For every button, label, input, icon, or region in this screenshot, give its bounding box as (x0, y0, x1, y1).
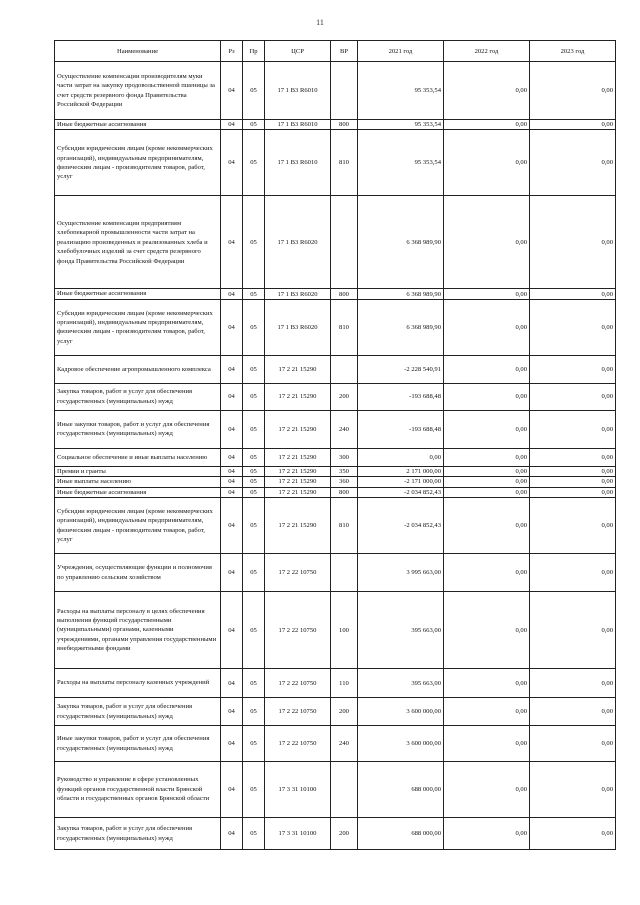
amount-2022-cell: 0,00 (444, 466, 530, 476)
amount-2021-cell: 95 353,54 (358, 130, 444, 196)
amount-2022-cell: 0,00 (444, 477, 530, 487)
pr-cell: 05 (243, 818, 265, 850)
csr-cell: 17 1 В3 R6020 (265, 299, 331, 355)
table-row (55, 818, 616, 850)
csr-cell: 17 1 В3 R6010 (265, 130, 331, 196)
amount-2022-cell: 0,00 (444, 130, 530, 196)
vr-cell: 200 (331, 383, 358, 410)
table-row (55, 762, 616, 818)
name-cell: Закупка товаров, работ и услуг для обеспечения государственных (муниципальных) нужд (55, 698, 221, 726)
amount-2022-cell: 0,00 (444, 698, 530, 726)
pr-cell: 05 (243, 289, 265, 299)
amount-2022-cell: 0,00 (444, 196, 530, 289)
pr-cell: 05 (243, 448, 265, 466)
csr-cell: 17 1 В3 R6010 (265, 62, 331, 120)
pr-cell: 05 (243, 62, 265, 120)
vr-cell (331, 762, 358, 818)
vr-cell (331, 554, 358, 592)
csr-cell: 17 2 22 10750 (265, 592, 331, 669)
rz-cell: 04 (221, 196, 243, 289)
rz-cell: 04 (221, 466, 243, 476)
table-row (55, 299, 616, 355)
rz-cell: 04 (221, 448, 243, 466)
pr-cell: 05 (243, 726, 265, 762)
amount-2023-cell: 0,00 (530, 818, 616, 850)
amount-2021-cell: -2 171 000,00 (358, 477, 444, 487)
vr-cell: 100 (331, 592, 358, 669)
header-pr: Пр (243, 41, 265, 62)
amount-2022-cell: 0,00 (444, 498, 530, 554)
name-cell: Иные закупки товаров, работ и услуг для обеспечения государственных (муниципальных) нужд (55, 410, 221, 448)
csr-cell: 17 2 21 15290 (265, 410, 331, 448)
amount-2021-cell: -2 228 540,91 (358, 355, 444, 383)
amount-2022-cell: 0,00 (444, 726, 530, 762)
amount-2023-cell: 0,00 (530, 554, 616, 592)
name-cell: Субсидии юридическим лицам (кроме некоммерческих организаций), индивидуальным предпринимателям, физическим лицам - производителям товаров, работ, услуг (55, 498, 221, 554)
rz-cell: 04 (221, 299, 243, 355)
csr-cell: 17 2 21 15290 (265, 477, 331, 487)
amount-2022-cell: 0,00 (444, 487, 530, 497)
pr-cell: 05 (243, 466, 265, 476)
header-rz: Рз (221, 41, 243, 62)
pr-cell: 05 (243, 410, 265, 448)
amount-2021-cell: -193 688,48 (358, 383, 444, 410)
table-row (55, 669, 616, 698)
amount-2021-cell: 6 368 989,90 (358, 299, 444, 355)
table-row (55, 726, 616, 762)
header-row (55, 41, 616, 62)
name-cell: Иные выплаты населению (55, 477, 221, 487)
name-cell: Расходы на выплаты персоналу в целях обеспечения выполнения функций государственными (муниципальными) органами, казенными учреждениями, органами управления государственными внебюджетными фондами (55, 592, 221, 669)
vr-cell: 810 (331, 299, 358, 355)
header-2022: 2022 год (444, 41, 530, 62)
name-cell: Осуществление компенсации предприятиям хлебопекарной промышленности части затрат на реализацию произведенных и реализованных хлеба и хлебобулочных изделий за счет средств резервного фонда Правительства Российской Федерации (55, 196, 221, 289)
rz-cell: 04 (221, 130, 243, 196)
csr-cell: 17 2 22 10750 (265, 726, 331, 762)
rz-cell: 04 (221, 120, 243, 130)
pr-cell: 05 (243, 130, 265, 196)
rz-cell: 04 (221, 477, 243, 487)
header-2023: 2023 год (530, 41, 616, 62)
table-row (55, 130, 616, 196)
csr-cell: 17 3 31 10100 (265, 762, 331, 818)
pr-cell: 05 (243, 196, 265, 289)
table-row (55, 698, 616, 726)
amount-2022-cell: 0,00 (444, 62, 530, 120)
rz-cell: 04 (221, 487, 243, 497)
csr-cell: 17 2 21 15290 (265, 355, 331, 383)
amount-2023-cell: 0,00 (530, 477, 616, 487)
table-row (55, 477, 616, 487)
amount-2023-cell: 0,00 (530, 289, 616, 299)
amount-2021-cell: -2 034 852,43 (358, 498, 444, 554)
table-row (55, 466, 616, 476)
csr-cell: 17 2 21 15290 (265, 448, 331, 466)
amount-2022-cell: 0,00 (444, 592, 530, 669)
header-vr: ВР (331, 41, 358, 62)
vr-cell: 200 (331, 698, 358, 726)
amount-2022-cell: 0,00 (444, 355, 530, 383)
csr-cell: 17 2 22 10750 (265, 698, 331, 726)
amount-2022-cell: 0,00 (444, 299, 530, 355)
vr-cell (331, 355, 358, 383)
header-2021: 2021 год (358, 41, 444, 62)
table-row (55, 196, 616, 289)
name-cell: Премии и гранты (55, 466, 221, 476)
vr-cell (331, 196, 358, 289)
name-cell: Расходы на выплаты персоналу казенных учреждений (55, 669, 221, 698)
table-row (55, 487, 616, 497)
amount-2022-cell: 0,00 (444, 383, 530, 410)
table-row (55, 592, 616, 669)
name-cell: Руководство и управление в сфере установленных функций органов государственной власти Брянской области и государственных органов Брянской области (55, 762, 221, 818)
amount-2021-cell: -2 034 852,43 (358, 487, 444, 497)
rz-cell: 04 (221, 355, 243, 383)
vr-cell: 810 (331, 498, 358, 554)
name-cell: Осуществление компенсации производителям муки части затрат на закупку продовольственной пшеницы за счет средств резервного фонда Правительства Российской Федерации (55, 62, 221, 120)
amount-2021-cell: 0,00 (358, 448, 444, 466)
header-csr: ЦСР (265, 41, 331, 62)
vr-cell: 800 (331, 120, 358, 130)
name-cell: Иные бюджетные ассигнования (55, 120, 221, 130)
amount-2023-cell: 0,00 (530, 120, 616, 130)
pr-cell: 05 (243, 299, 265, 355)
header-name: Наименование (55, 41, 221, 62)
amount-2023-cell: 0,00 (530, 196, 616, 289)
rz-cell: 04 (221, 62, 243, 120)
table-row (55, 498, 616, 554)
pr-cell: 05 (243, 669, 265, 698)
page-number: 11 (316, 18, 324, 27)
amount-2022-cell: 0,00 (444, 818, 530, 850)
amount-2022-cell: 0,00 (444, 554, 530, 592)
vr-cell: 110 (331, 669, 358, 698)
vr-cell: 240 (331, 726, 358, 762)
amount-2023-cell: 0,00 (530, 410, 616, 448)
table-row (55, 289, 616, 299)
name-cell: Социальное обеспечение и иные выплаты населению (55, 448, 221, 466)
vr-cell: 810 (331, 130, 358, 196)
amount-2023-cell: 0,00 (530, 487, 616, 497)
rz-cell: 04 (221, 698, 243, 726)
name-cell: Субсидии юридическим лицам (кроме некоммерческих организаций), индивидуальным предпринимателям, физическим лицам - производителям товаров, работ, услуг (55, 130, 221, 196)
table-row (55, 383, 616, 410)
amount-2023-cell: 0,00 (530, 498, 616, 554)
pr-cell: 05 (243, 383, 265, 410)
rz-cell: 04 (221, 592, 243, 669)
amount-2023-cell: 0,00 (530, 698, 616, 726)
amount-2021-cell: 2 171 000,00 (358, 466, 444, 476)
amount-2023-cell: 0,00 (530, 448, 616, 466)
amount-2021-cell: 395 663,00 (358, 592, 444, 669)
table-row (55, 448, 616, 466)
table-row (55, 120, 616, 130)
amount-2022-cell: 0,00 (444, 669, 530, 698)
csr-cell: 17 2 21 15290 (265, 487, 331, 497)
pr-cell: 05 (243, 120, 265, 130)
name-cell: Учреждения, осуществляющие функции и полномочия по управлению сельским хозяйством (55, 554, 221, 592)
name-cell: Кадровое обеспечение агропромышленного комплекса (55, 355, 221, 383)
amount-2021-cell: -193 688,48 (358, 410, 444, 448)
amount-2021-cell: 95 353,54 (358, 120, 444, 130)
rz-cell: 04 (221, 383, 243, 410)
csr-cell: 17 2 21 15290 (265, 498, 331, 554)
name-cell: Субсидии юридическим лицам (кроме некоммерческих организаций), индивидуальным предпринимателям, физическим лицам - производителям товаров, работ, услуг (55, 299, 221, 355)
name-cell: Закупка товаров, работ и услуг для обеспечения государственных (муниципальных) нужд (55, 383, 221, 410)
amount-2021-cell: 95 353,54 (358, 62, 444, 120)
vr-cell: 300 (331, 448, 358, 466)
rz-cell: 04 (221, 762, 243, 818)
csr-cell: 17 1 В3 R6020 (265, 196, 331, 289)
name-cell: Иные закупки товаров, работ и услуг для обеспечения государственных (муниципальных) нужд (55, 726, 221, 762)
rz-cell: 04 (221, 818, 243, 850)
rz-cell: 04 (221, 554, 243, 592)
amount-2022-cell: 0,00 (444, 762, 530, 818)
vr-cell: 350 (331, 466, 358, 476)
amount-2023-cell: 0,00 (530, 592, 616, 669)
table-row (55, 554, 616, 592)
name-cell: Иные бюджетные ассигнования (55, 289, 221, 299)
amount-2023-cell: 0,00 (530, 466, 616, 476)
csr-cell: 17 2 22 10750 (265, 554, 331, 592)
amount-2021-cell: 3 995 663,00 (358, 554, 444, 592)
amount-2021-cell: 6 368 989,90 (358, 196, 444, 289)
vr-cell: 240 (331, 410, 358, 448)
amount-2023-cell: 0,00 (530, 762, 616, 818)
csr-cell: 17 3 31 10100 (265, 818, 331, 850)
amount-2023-cell: 0,00 (530, 62, 616, 120)
amount-2021-cell: 6 368 989,90 (358, 289, 444, 299)
pr-cell: 05 (243, 498, 265, 554)
amount-2021-cell: 688 000,00 (358, 818, 444, 850)
pr-cell: 05 (243, 592, 265, 669)
pr-cell: 05 (243, 762, 265, 818)
name-cell: Иные бюджетные ассигнования (55, 487, 221, 497)
pr-cell: 05 (243, 554, 265, 592)
rz-cell: 04 (221, 498, 243, 554)
table-row (55, 62, 616, 120)
amount-2021-cell: 395 663,00 (358, 669, 444, 698)
amount-2023-cell: 0,00 (530, 383, 616, 410)
vr-cell: 800 (331, 487, 358, 497)
table-row (55, 355, 616, 383)
amount-2022-cell: 0,00 (444, 410, 530, 448)
pr-cell: 05 (243, 698, 265, 726)
amount-2022-cell: 0,00 (444, 448, 530, 466)
rz-cell: 04 (221, 669, 243, 698)
amount-2023-cell: 0,00 (530, 726, 616, 762)
amount-2023-cell: 0,00 (530, 130, 616, 196)
pr-cell: 05 (243, 477, 265, 487)
rz-cell: 04 (221, 289, 243, 299)
csr-cell: 17 2 21 15290 (265, 466, 331, 476)
vr-cell: 800 (331, 289, 358, 299)
amount-2021-cell: 3 600 000,00 (358, 726, 444, 762)
vr-cell: 360 (331, 477, 358, 487)
table-row (55, 410, 616, 448)
csr-cell: 17 2 22 10750 (265, 669, 331, 698)
rz-cell: 04 (221, 726, 243, 762)
budget-table (54, 40, 616, 850)
pr-cell: 05 (243, 487, 265, 497)
amount-2021-cell: 688 000,00 (358, 762, 444, 818)
amount-2022-cell: 0,00 (444, 289, 530, 299)
amount-2023-cell: 0,00 (530, 355, 616, 383)
vr-cell: 200 (331, 818, 358, 850)
amount-2021-cell: 3 600 000,00 (358, 698, 444, 726)
csr-cell: 17 1 В3 R6020 (265, 289, 331, 299)
name-cell: Закупка товаров, работ и услуг для обеспечения государственных (муниципальных) нужд (55, 818, 221, 850)
csr-cell: 17 1 В3 R6010 (265, 120, 331, 130)
vr-cell (331, 62, 358, 120)
amount-2023-cell: 0,00 (530, 669, 616, 698)
csr-cell: 17 2 21 15290 (265, 383, 331, 410)
amount-2022-cell: 0,00 (444, 120, 530, 130)
amount-2023-cell: 0,00 (530, 299, 616, 355)
rz-cell: 04 (221, 410, 243, 448)
pr-cell: 05 (243, 355, 265, 383)
